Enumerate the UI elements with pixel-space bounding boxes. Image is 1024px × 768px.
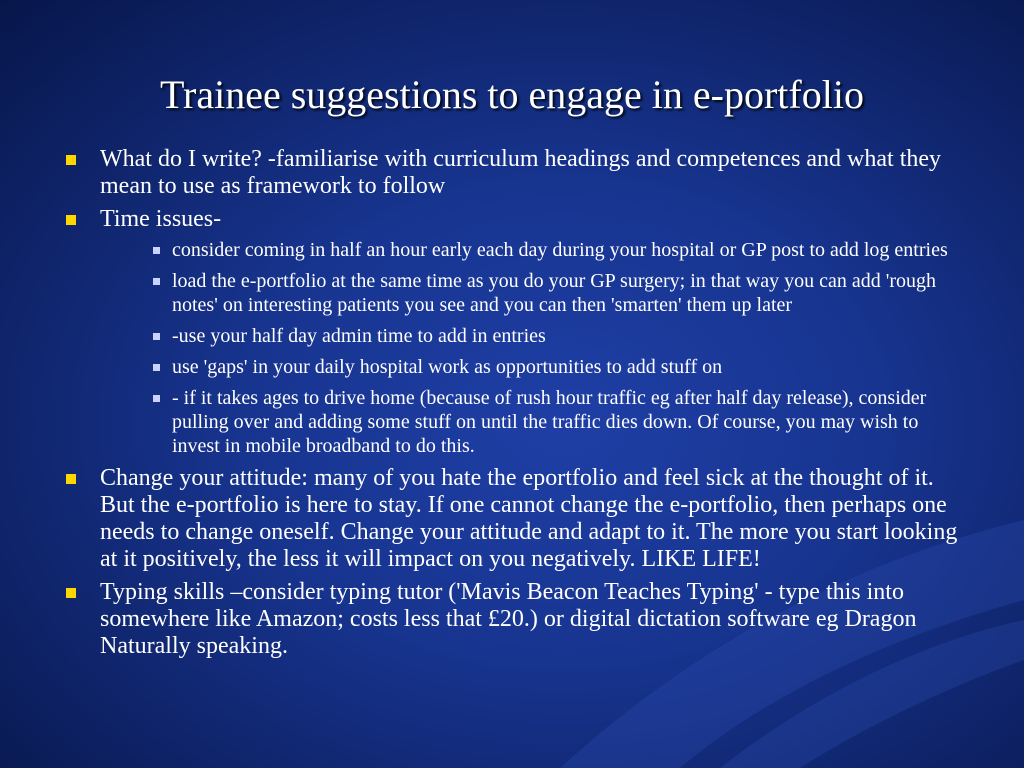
square-bullet-icon	[66, 474, 76, 484]
sub-bullet-text: load the e-portfolio at the same time as you do your GP surgery; in that way you can add 'rough notes' on interesting patients you see and you can then 'smarten' them up later	[172, 270, 936, 316]
sub-bullet-text: use 'gaps' in your daily hospital work as opportunities to add stuff on	[172, 356, 723, 378]
bullet-text: Time issues-	[100, 206, 222, 232]
slide-title: Trainee suggestions to engage in e-portfolio	[160, 72, 864, 117]
square-bullet-icon	[66, 155, 76, 165]
sub-bullet	[146, 355, 965, 379]
bullet-typing-skills	[60, 579, 965, 660]
sub-bullet	[146, 386, 965, 458]
bullet-list	[60, 146, 965, 660]
sub-bullet-text: -use your half day admin time to add in entries	[172, 325, 546, 347]
square-bullet-icon	[66, 215, 76, 225]
sub-bullet-text: - if it takes ages to drive home (because of rush hour traffic eg after half day release), consider pulling over and adding some stuff on until the traffic dies down. Of course, you may wish to invest in mobile broadband to do this.	[172, 387, 927, 457]
bullet-time-issues	[60, 206, 965, 458]
small-square-bullet-icon	[153, 278, 160, 285]
sub-bullet-text: consider coming in half an hour early each day during your hospital or GP post to add log entries	[172, 239, 948, 261]
bullet-text: Typing skills –consider typing tutor ('Mavis Beacon Teaches Typing' - type this into somewhere like Amazon; costs less that £20.) or digital dictation software eg Dragon Naturally speaking.	[100, 579, 917, 659]
bullet-change-attitude	[60, 465, 965, 573]
sub-bullet	[146, 238, 965, 262]
sub-bullet	[146, 324, 965, 348]
sub-bullet-list	[100, 238, 965, 458]
small-square-bullet-icon	[153, 333, 160, 340]
small-square-bullet-icon	[153, 247, 160, 254]
bullet-text: Change your attitude: many of you hate the eportfolio and feel sick at the thought of it. But the e-portfolio is here to stay. If one cannot change the e-portfolio, then perhaps one needs to change oneself. Change your attitude and adapt to it. The more you start looking at it positively, the less it will impact on you negatively. LIKE LIFE!	[100, 465, 958, 572]
square-bullet-icon	[66, 588, 76, 598]
bullet-what-to-write	[60, 146, 965, 200]
sub-bullet	[146, 269, 965, 317]
bullet-text: What do I write? -familiarise with curriculum headings and competences and what they mean to use as framework to follow	[100, 146, 942, 199]
small-square-bullet-icon	[153, 395, 160, 402]
slide-content	[60, 146, 965, 666]
small-square-bullet-icon	[153, 364, 160, 371]
